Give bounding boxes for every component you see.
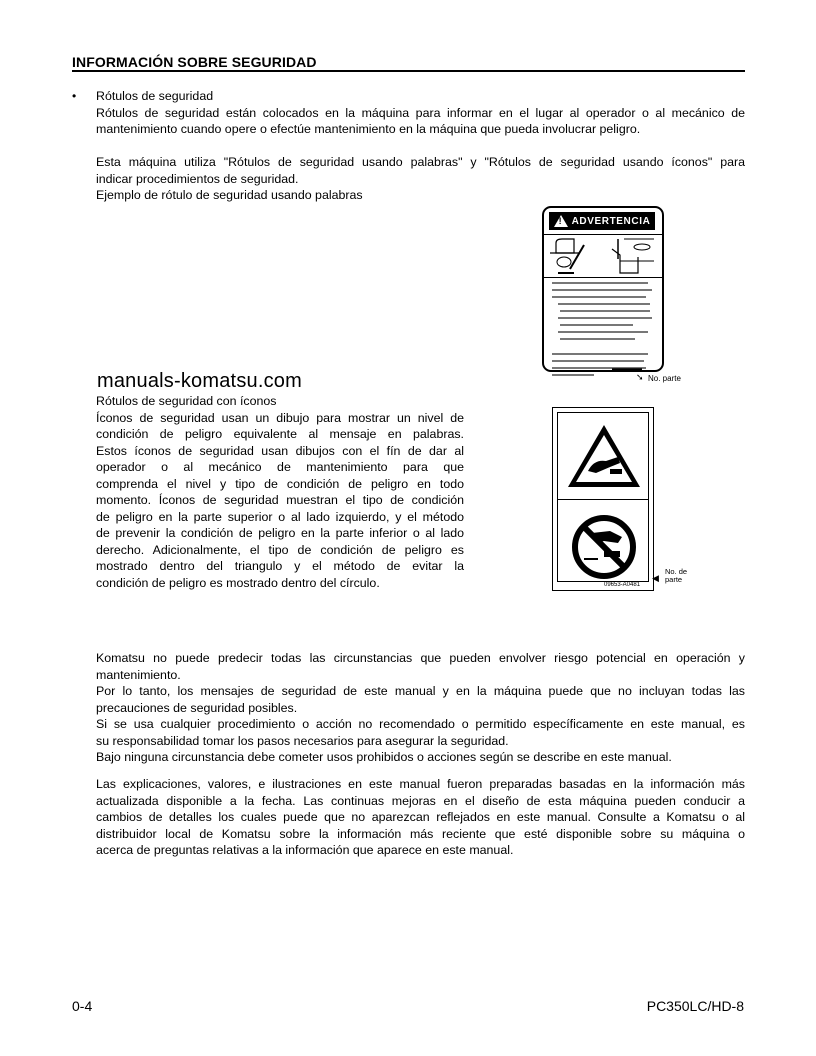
disclaimer-line-7: Bajo ninguna circunstancia debe cometer usos prohibidos o acciones según se describe en este manual. [96, 750, 672, 764]
header-rule-divider [72, 70, 745, 72]
updates-line-3: cambios de detalles los cuales puede que no aparezcan reflejados en este manual. Consulte a Komatsu o al [96, 810, 745, 824]
bullet-marker: • [72, 89, 77, 103]
icons-line-3: Estos íconos de seguridad usan dibujos con el fín de dar al [96, 443, 464, 458]
icon-label-divider [558, 499, 648, 500]
page-section-title: INFORMACIÓN SOBRE SEGURIDAD [72, 54, 317, 70]
updates-line-1: Las explicaciones, valores, e ilustraciones en este manual fueron preparadas basadas en la información más [96, 777, 745, 791]
types-line-2: indicar procedimientos de seguridad. [96, 171, 299, 186]
disclaimer-line-5: Si se usa cualquier procedimiento o acción no recomendado o permitido específicamente en este manual, es [96, 717, 745, 731]
word-label-part-number-callout: No. parte [648, 374, 681, 383]
signal-word: ADVERTENCIA [571, 215, 651, 227]
icons-line-10: mostrado dentro del triangulo y el método de evitar la [96, 559, 464, 573]
crush-hazard-pictogram-icon [544, 234, 662, 278]
updates-line-4: distribuidor local de Komatsu sobre la información más reciente que esté disponible sobre su máquina o [96, 826, 745, 841]
arrow-icon: ◀ [652, 573, 659, 583]
icons-line-8: de prevenir la condición de peligro en la parte inferior o al lado [96, 526, 464, 540]
icons-line-4: operador o al mecánico de mantenimiento para que [96, 460, 464, 474]
hand-crush-triangle-icon [566, 423, 642, 489]
word-label-part-code: ▬▬▬▬▬ [612, 366, 642, 372]
icons-line-2: condición de peligro equivalente al mensaje en palabras. [96, 427, 464, 441]
disclaimer-line-3: Por lo tanto, los mensajes de seguridad de este manual y en la máquina puede que no incluyan todas las [96, 684, 745, 698]
icon-labels-heading: Rótulos de seguridad con íconos [96, 394, 277, 408]
safety-labels-section [96, 88, 745, 138]
icon-labels-section [96, 393, 464, 591]
updates-line-5: acerca de preguntas relativas a la información que aparece en este manual. [96, 843, 514, 857]
intro-line-2: mantenimiento cuando opere o efectúe mantenimiento en la máquina que pueda involucrar peligro. [96, 122, 641, 136]
word-example-caption: Ejemplo de rótulo de seguridad usando palabras [96, 188, 363, 202]
intro-line-1: Rótulos de seguridad están colocados en la máquina para informar en el lugar al operador o al mecánico de [96, 105, 745, 120]
disclaimer-paragraph [96, 650, 745, 766]
watermark: manuals-komatsu.com [97, 370, 302, 392]
updates-line-2: actualizada disponible a la fecha. Las continuas mejoras en el diseño de esta máquina pueden conducir a [96, 793, 745, 808]
icon-label-frame [557, 412, 649, 582]
disclaimer-line-2: mantenimiento. [96, 667, 181, 682]
icons-line-1: Íconos de seguridad usan un dibujo para mostrar un nivel de [96, 410, 464, 425]
icons-line-5: comprenda el nivel y tipo de condición de peligro en todo [96, 476, 464, 491]
types-line-1: Esta máquina utiliza "Rótulos de seguridad usando palabras" y "Rótulos de seguridad usando íconos" para [96, 155, 745, 169]
warning-triangle-icon [554, 215, 568, 227]
icons-line-7: de peligro en la parte superior o al lado izquierdo, y el método [96, 509, 464, 524]
updates-paragraph [96, 776, 745, 859]
page-number: 0-4 [72, 998, 93, 1014]
disclaimer-line-6: su responsabilidad tomar los pasos necesarios para asegurar la seguridad. [96, 733, 509, 748]
word-safety-label-figure [542, 206, 664, 372]
disclaimer-line-1: Komatsu no puede predecir todas las circunstancias que pueden envolver riesgo potencial en operación y [96, 651, 745, 665]
icon-label-part-code: 09653-A0481 [604, 582, 641, 588]
arrow-icon: ➘ [636, 372, 644, 382]
disclaimer-line-4: precauciones de seguridad posibles. [96, 700, 298, 715]
safety-labels-heading: Rótulos de seguridad [96, 89, 214, 103]
icons-line-11: condición de peligro es mostrado dentro del círculo. [96, 575, 380, 590]
model-number: PC350LC/HD-8 [646, 998, 744, 1014]
icons-line-9: derecho. Adicionalmente, el tipo de condición de peligro es [96, 542, 464, 557]
label-types-paragraph [96, 154, 745, 204]
signal-word-banner [549, 212, 655, 230]
icon-safety-label-figure [552, 407, 654, 591]
icons-line-6: momento. Íconos de seguridad muestran el tipo de condición [96, 493, 464, 507]
icon-label-part-number-callout: No. de parte [665, 567, 688, 584]
no-touch-circle-icon [570, 513, 638, 581]
